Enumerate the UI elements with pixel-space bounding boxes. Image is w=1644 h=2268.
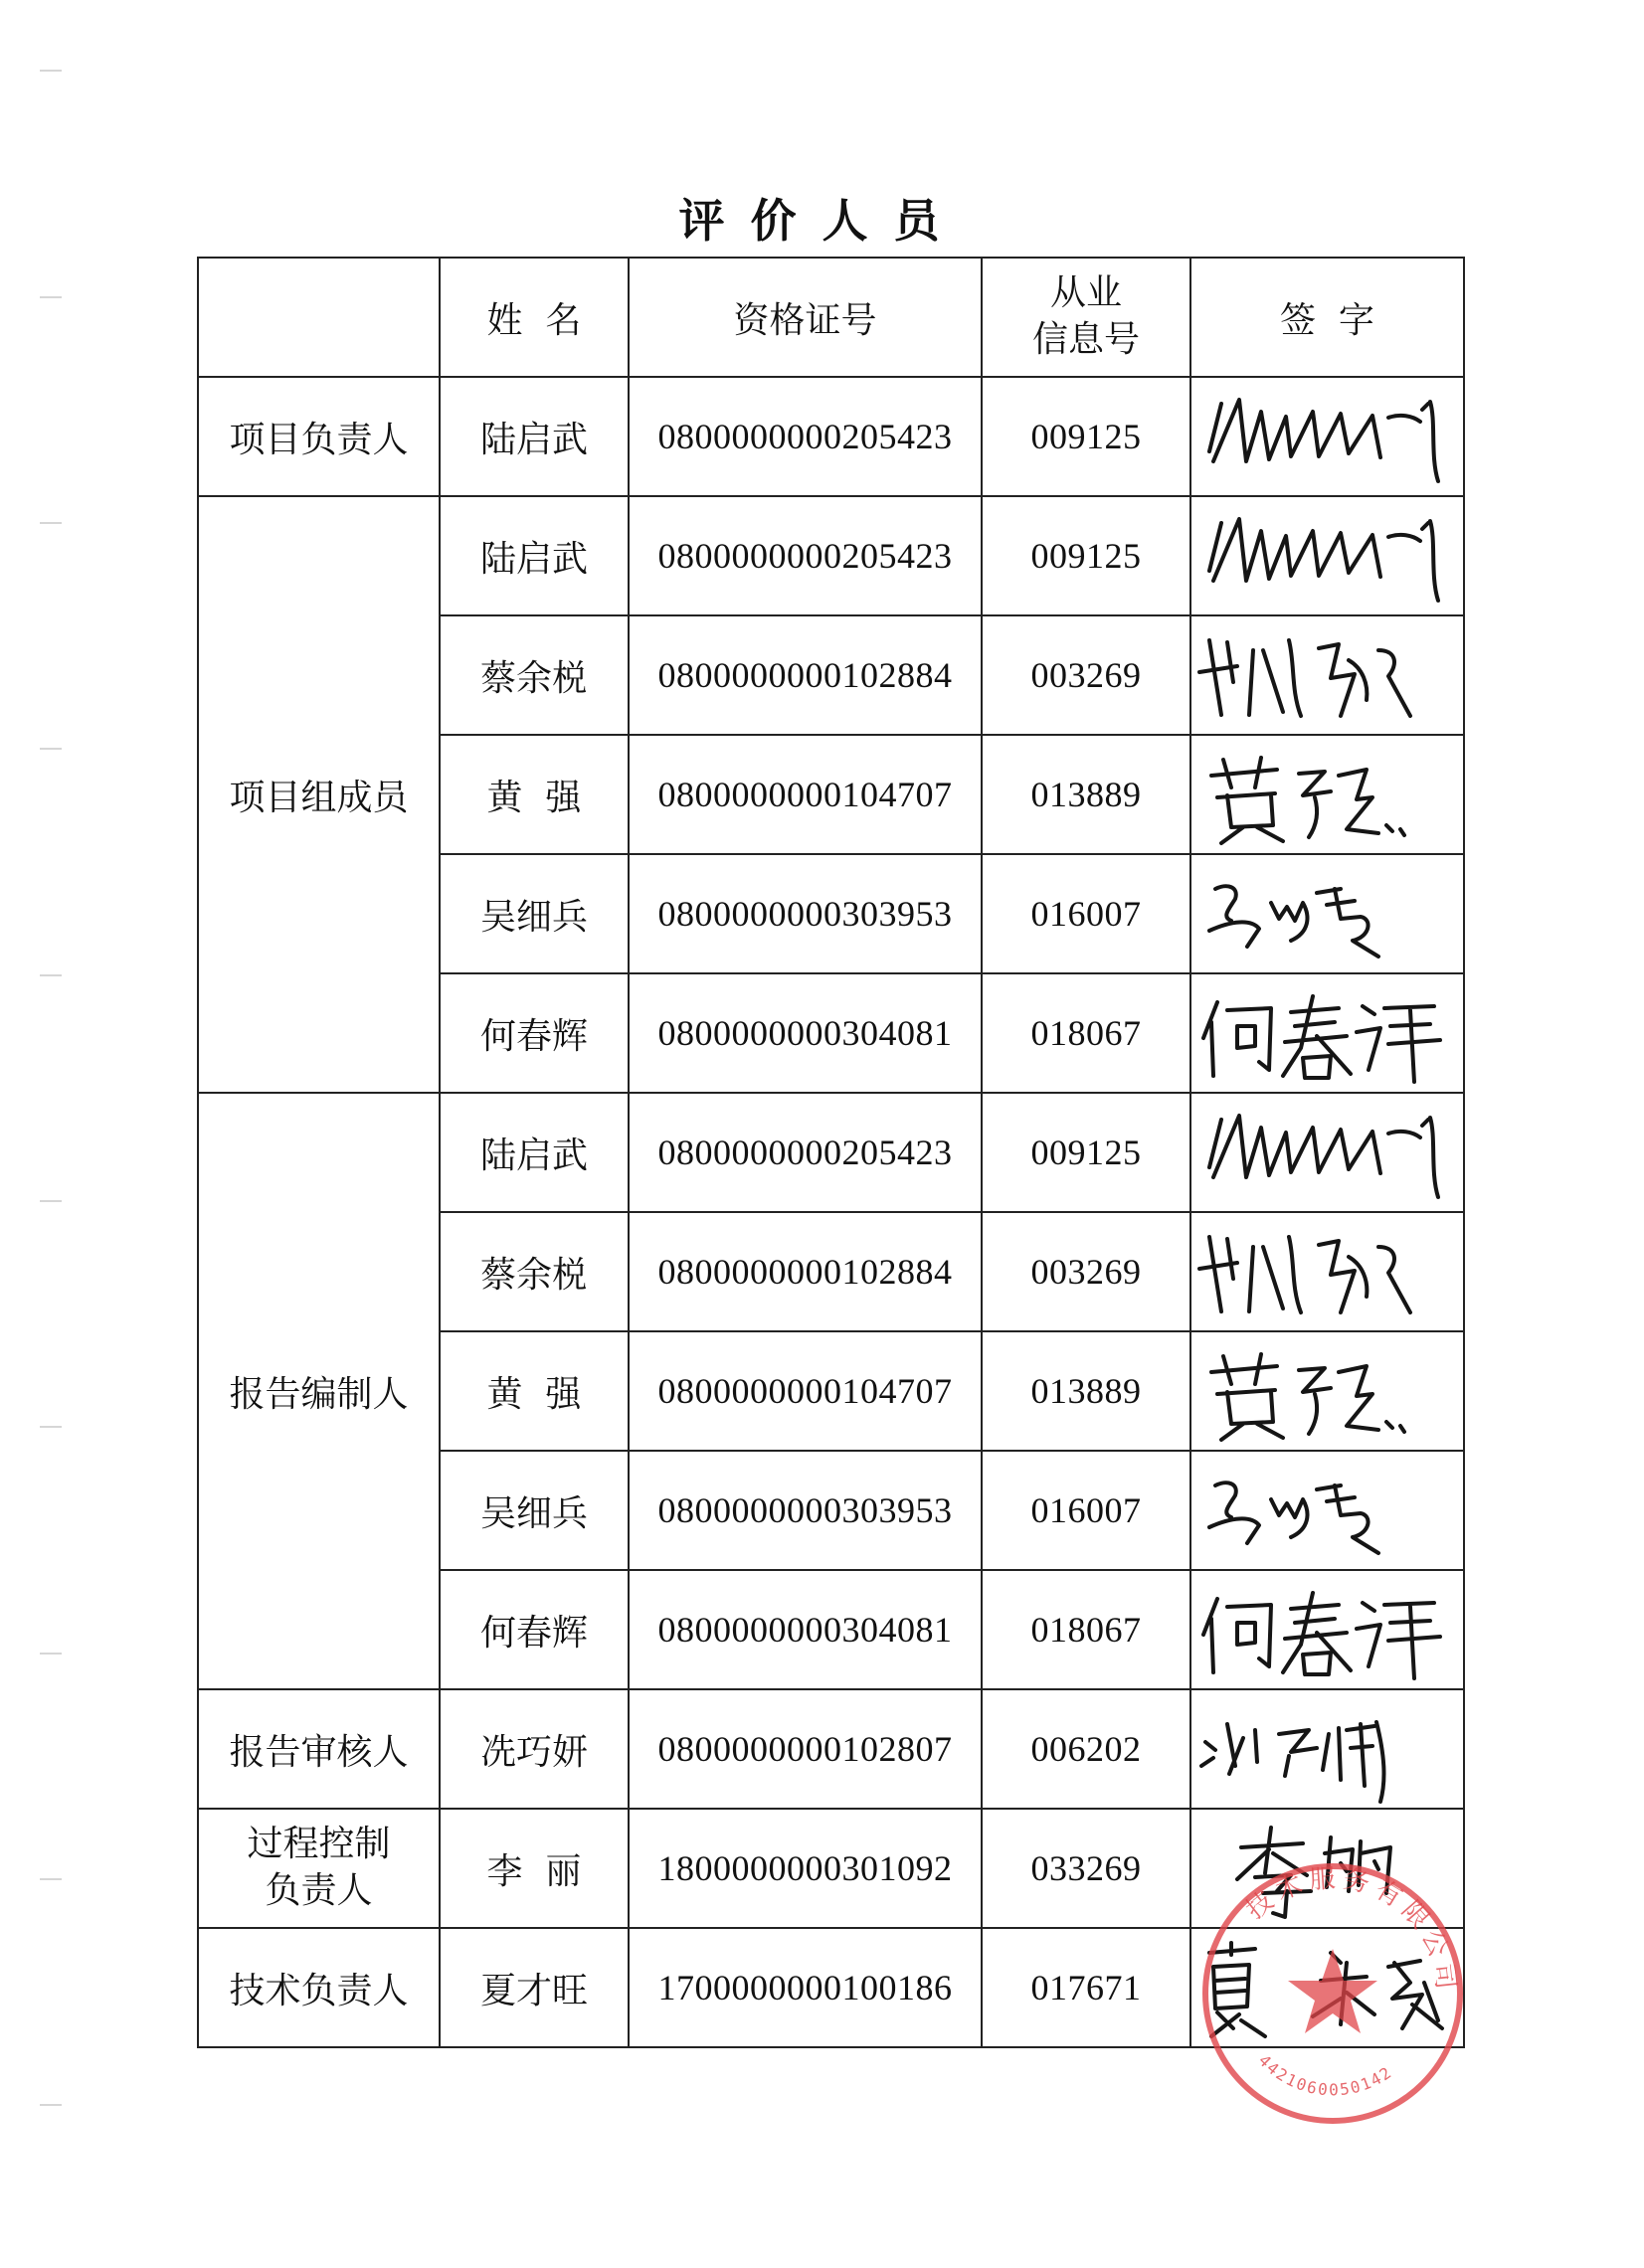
info-cell: 016007 [982, 1451, 1190, 1570]
table-row [198, 1689, 1464, 1809]
header-name: 姓 名 [440, 258, 629, 377]
signature-cai [1191, 1217, 1460, 1326]
name-cell: 黄 强 [440, 1331, 629, 1451]
signature-cell [1190, 1093, 1464, 1212]
signature-stroke [1209, 519, 1380, 581]
role-cell: 过程控制 负责人 [198, 1809, 440, 1928]
name-cell: 蔡余棁 [440, 1212, 629, 1331]
info-cell: 009125 [982, 496, 1190, 615]
signature-stroke [1388, 402, 1438, 481]
signature-cell [1190, 1689, 1464, 1809]
margin-tick [40, 296, 62, 298]
signature-stroke [1199, 640, 1237, 715]
signature-stroke [1227, 1724, 1257, 1774]
cert-cell: 0800000000205423 [629, 496, 982, 615]
info-cell: 016007 [982, 854, 1190, 973]
info-cell: 009125 [982, 377, 1190, 496]
signature-cell [1190, 1331, 1464, 1451]
signature-stroke [1209, 886, 1259, 947]
signature-cai [1191, 620, 1460, 730]
name-cell: 夏才旺 [440, 1928, 629, 2047]
name-cell: 黄 强 [440, 735, 629, 854]
signature-stroke [1386, 825, 1404, 835]
margin-tick [40, 70, 62, 72]
info-cell: 003269 [982, 615, 1190, 735]
role-cell: 项目组成员 [198, 496, 440, 1093]
signature-lu [1191, 382, 1460, 491]
cert-cell: 0800000000102884 [629, 615, 982, 735]
signature-stroke [1386, 1422, 1404, 1432]
signature-he [1191, 1575, 1460, 1684]
margin-tick [40, 2104, 62, 2106]
signature-stroke [1378, 650, 1410, 716]
role-cell: 技术负责人 [198, 1928, 440, 2047]
info-cell: 013889 [982, 1331, 1190, 1451]
signature-stroke [1209, 400, 1380, 461]
info-cell: 018067 [982, 1570, 1190, 1689]
margin-tick [40, 974, 62, 976]
signature-stroke [1283, 996, 1351, 1078]
cert-cell: 0800000000104707 [629, 735, 982, 854]
signature-stroke [1227, 1605, 1271, 1666]
name-cell: 何春辉 [440, 1570, 629, 1689]
page-title: 评价人员 [678, 194, 966, 248]
info-cell: 003269 [982, 1212, 1190, 1331]
role-cell: 报告编制人 [198, 1093, 440, 1689]
signature-stroke [1211, 758, 1283, 843]
cert-cell: 0800000000102807 [629, 1689, 982, 1809]
seal-number: 4421060050142 [1254, 2050, 1396, 2100]
signature-stroke [1271, 1499, 1307, 1537]
name-cell: 何春辉 [440, 973, 629, 1093]
signature-cell [1190, 854, 1464, 973]
signature-stroke [1199, 1237, 1237, 1311]
signature-stroke [1249, 640, 1301, 716]
cert-cell: 0800000000304081 [629, 973, 982, 1093]
name-cell: 蔡余棁 [440, 615, 629, 735]
header-sign: 签 字 [1190, 258, 1464, 377]
margin-tick [40, 522, 62, 524]
signature-cell [1190, 1451, 1464, 1570]
info-cell: 006202 [982, 1689, 1190, 1809]
signature-stroke [1299, 1366, 1378, 1434]
name-cell: 李 丽 [440, 1809, 629, 1928]
signature-cell [1190, 1212, 1464, 1331]
signature-huang [1191, 1336, 1460, 1446]
cert-cell: 0800000000102884 [629, 1212, 982, 1331]
table-row [198, 1093, 1464, 1212]
signature-cell [1190, 973, 1464, 1093]
signature-stroke [1357, 1603, 1440, 1678]
signature-stroke [1249, 1237, 1301, 1312]
signature-stroke [1317, 1485, 1378, 1553]
signature-stroke [1203, 1599, 1217, 1672]
signature-he [1191, 978, 1460, 1088]
name-cell: 陆启武 [440, 377, 629, 496]
svg-text:4421060050142 [1255, 2051, 1396, 2100]
signature-stroke [1283, 1593, 1351, 1674]
signature-cell [1190, 735, 1464, 854]
cert-cell: 0800000000104707 [629, 1331, 982, 1451]
signature-wu [1191, 1456, 1460, 1565]
signature-stroke [1388, 521, 1438, 601]
role-cell: 报告审核人 [198, 1689, 440, 1809]
cert-cell: 0800000000205423 [629, 377, 982, 496]
name-cell: 陆启武 [440, 1093, 629, 1212]
margin-tick [40, 1878, 62, 1880]
signature-cell [1190, 496, 1464, 615]
table-row [198, 496, 1464, 615]
signature-stroke [1279, 1730, 1317, 1776]
info-cell: 009125 [982, 1093, 1190, 1212]
margin-tick [40, 1653, 62, 1655]
cert-cell: 0800000000303953 [629, 1451, 982, 1570]
cert-cell: 1700000000100186 [629, 1928, 982, 2047]
info-cell: 033269 [982, 1809, 1190, 1928]
seal-text: 技术服务有限公司 [1240, 1863, 1461, 1998]
role-cell: 项目负责人 [198, 377, 440, 496]
info-cell: 013889 [982, 735, 1190, 854]
info-cell: 017671 [982, 1928, 1190, 2047]
signature-stroke [1227, 1008, 1271, 1070]
staff-table [197, 257, 1465, 2048]
signature-stroke [1323, 1722, 1383, 1802]
signature-stroke [1201, 1742, 1215, 1766]
header-role [198, 258, 440, 377]
signature-stroke [1299, 770, 1378, 837]
signature-lu [1191, 501, 1460, 611]
signature-stroke [1317, 889, 1378, 957]
name-cell: 冼巧妍 [440, 1689, 629, 1809]
signature-xian [1191, 1694, 1460, 1804]
company-seal-stamp [1188, 1849, 1477, 2138]
cert-cell: 0800000000205423 [629, 1093, 982, 1212]
signature-cell [1190, 377, 1464, 496]
info-cell: 018067 [982, 973, 1190, 1093]
signature-stroke [1319, 644, 1367, 716]
cert-cell: 0800000000303953 [629, 854, 982, 973]
cert-cell: 0800000000304081 [629, 1570, 982, 1689]
signature-stroke [1319, 1241, 1367, 1312]
table-row [198, 377, 1464, 496]
signature-stroke [1378, 1247, 1410, 1312]
name-cell: 陆启武 [440, 496, 629, 615]
signature-stroke [1388, 1118, 1438, 1197]
signature-stroke [1211, 1354, 1283, 1440]
signature-wu [1191, 859, 1460, 968]
name-cell: 吴细兵 [440, 1451, 629, 1570]
signature-stroke [1357, 1006, 1440, 1082]
signature-cell [1190, 615, 1464, 735]
signature-cell [1190, 1570, 1464, 1689]
signature-stroke [1271, 903, 1307, 941]
name-cell: 吴细兵 [440, 854, 629, 973]
signature-stroke [1209, 1116, 1380, 1177]
header-info: 从业 信息号 [982, 258, 1190, 377]
cert-cell: 1800000000301092 [629, 1809, 982, 1928]
margin-tick [40, 1426, 62, 1428]
signature-lu [1191, 1098, 1460, 1207]
margin-tick [40, 1200, 62, 1202]
header-cert: 资格证号 [629, 258, 982, 377]
signature-stroke [1209, 1483, 1259, 1543]
signature-stroke [1203, 1002, 1217, 1076]
margin-tick [40, 748, 62, 750]
table-header-row [198, 258, 1464, 377]
signature-huang [1191, 740, 1460, 849]
